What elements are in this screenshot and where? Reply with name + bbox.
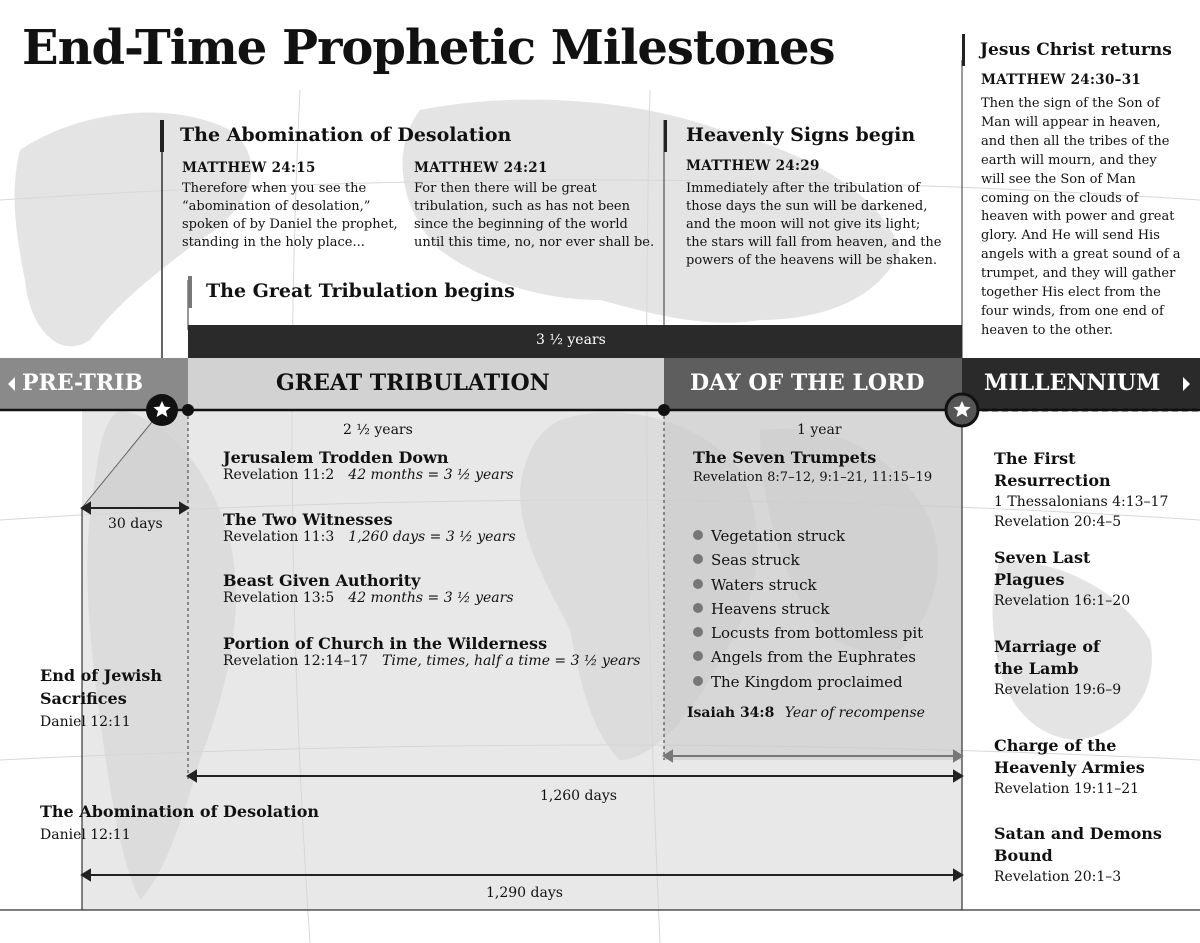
quote-line: heaven with power and great [981,209,1175,225]
item-title-line: The First [994,449,1076,468]
isaiah-note: Year of recompense [784,705,925,721]
trib-item-beast [223,571,514,606]
trib-item-note: Time, times, half a time = 3 ½ years [382,653,641,669]
trib-item-note: 42 months = 3 ½ years [348,467,514,483]
item-title-line: Sacrifices [40,689,127,708]
marker-bar-abomination [160,120,164,152]
quote-line: standing in the holy place... [182,235,365,250]
item-title-line: End of Jewish [40,666,162,685]
matthew-24-15-ref: MATTHEW 24:15 [182,160,316,176]
item-ref: Revelation 20:1–3 [994,869,1122,885]
trib-item-note: 42 months = 3 ½ years [348,590,514,606]
matthew-24-30-text [981,95,1181,341]
quote-line: trumpet, and they will gather [981,266,1176,282]
isaiah-ref-text: Isaiah 34:8 [687,705,775,721]
quote-line: glory. And He will send His [981,228,1160,244]
item-ref: Revelation 19:6–9 [994,682,1122,698]
trib-item-witnesses [223,510,516,545]
quote-line: together His elect from the [981,285,1161,301]
abomination-heading: The Abomination of Desolation [180,124,512,146]
end-of-sacrifices [40,664,162,730]
christ-returns-heading: Jesus Christ returns [980,40,1172,60]
trib-item-title: The Two Witnesses [223,510,393,529]
quote-line: Man will appear in heaven, [981,114,1161,130]
quote-line: will see the Son of Man [981,171,1136,187]
quote-line: and then all the tribes of the [981,133,1170,149]
day-of-lord-label: DAY OF THE LORD [690,370,925,396]
quote-line: and the moon will not give its light; [686,217,921,232]
quote-line: Immediately after the tribulation of [686,181,921,196]
trib-item-jerusalem [223,448,514,483]
quote-line: spoken of by Daniel the prophet, [182,217,398,232]
bullet-icon [693,627,703,637]
millennium-item-satan [994,823,1162,887]
abomination-daniel [40,802,319,843]
trib-item-ref: Revelation 12:14–17 [223,653,369,669]
matthew-24-29-text [686,180,942,270]
page-title: End-Time Prophetic Milestones [22,20,835,76]
item-title: The Abomination of Desolation [40,802,319,821]
two-half-years-label: 2 ½ years [343,422,413,438]
great-tribulation-label: GREAT TRIBULATION [276,370,550,396]
item-title-line: Satan and Demons [994,824,1162,843]
item-title-line: Marriage of [994,637,1100,656]
millennium-item-armies [994,735,1145,799]
quote-line: earth will mourn, and they [981,152,1157,168]
quote-line: For then there will be great [414,181,597,196]
matthew-24-29-ref: MATTHEW 24:29 [686,158,820,174]
millennium-item-resurrection [994,448,1168,532]
list-item: Locusts from bottomless pit [693,621,923,645]
heavenly-signs-heading: Heavenly Signs begin [686,124,916,146]
item-ref: 1 Thessalonians 4:13–17 [994,494,1169,510]
one-year-label: 1 year [797,422,842,438]
quote-line: coming on the clouds of [981,190,1139,206]
bullet-icon [693,603,703,613]
quote-line: heaven to the other. [981,322,1113,338]
list-item: Waters struck [693,573,923,597]
bullet-icon [693,676,703,686]
item-title-line: Plagues [994,570,1065,589]
days-1290-label: 1,290 days [486,885,563,901]
item-title-line: Charge of the [994,736,1117,755]
marker-bar-heavenly [664,120,667,152]
item-title-line: Seven Last [994,548,1091,567]
trib-item-note: 1,260 days = 3 ½ years [348,529,516,545]
quote-line: angels with a great sound of a [981,247,1181,263]
millennium-item-plagues [994,547,1130,611]
trib-item-ref: Revelation 11:2 [223,467,335,483]
trib-item-ref: Revelation 13:5 [223,590,335,606]
quote-line: four winds, from one end of [981,303,1164,319]
quote-line: “abomination of desolation,” [182,199,371,214]
quote-line: until this time, no, nor ever shall be. [414,235,655,250]
timeline-dot-dotl-start [658,404,670,416]
trib-item-title: Jerusalem Trodden Down [223,448,449,467]
quote-line: Therefore when you see the [182,181,367,196]
quote-line: since the beginning of the world [414,217,628,232]
days-1260-label: 1,260 days [540,788,617,804]
bullet-icon [693,530,703,540]
list-item: Angels from the Euphrates [693,645,923,669]
star-marker-christ-return [946,394,978,426]
trib-item-title: Portion of Church in the Wilderness [223,634,548,653]
item-title-line: Resurrection [994,471,1111,490]
three-half-years-label: 3 ½ years [536,332,606,348]
quote-line: those days the sun will be darkened, [686,199,928,214]
item-ref: Revelation 19:11–21 [994,781,1140,797]
quote-line: powers of the heavens will be shaken. [686,253,937,268]
trumpets-list [693,524,923,694]
item-ref: Daniel 12:11 [40,827,131,843]
millennium-item-marriage [994,636,1121,700]
isaiah-ref [687,705,925,721]
item-ref: Daniel 12:11 [40,714,131,730]
seven-trumpets-title: The Seven Trumpets [693,448,877,467]
millennium-label: MILLENNIUM [984,370,1161,396]
list-item: The Kingdom proclaimed [693,670,923,694]
matthew-24-30-ref: MATTHEW 24:30–31 [981,72,1142,88]
matthew-24-21-ref: MATTHEW 24:21 [414,160,548,176]
trib-item-ref: Revelation 11:3 [223,529,335,545]
quote-line: the stars will fall from heaven, and the [686,235,942,250]
quote-line: Then the sign of the Son of [981,96,1160,111]
star-marker-pre-trib [146,394,178,426]
bullet-icon [693,554,703,564]
thirty-days-label: 30 days [108,516,163,532]
marker-bar-christ [962,34,965,66]
matthew-24-21-text [414,180,654,252]
list-item: Vegetation struck [693,524,923,548]
matthew-24-15-text [182,180,398,252]
item-ref: Revelation 20:4–5 [994,514,1122,530]
item-title-line: the Lamb [994,659,1079,678]
item-title-line: Heavenly Armies [994,758,1145,777]
quote-line: tribulation, such as has not been [414,199,630,214]
item-title-line: Bound [994,846,1053,865]
timeline-dot-trib-start [182,404,194,416]
bullet-icon [693,579,703,589]
item-ref: Revelation 16:1–20 [994,593,1131,609]
bullet-icon [693,651,703,661]
trib-item-title: Beast Given Authority [223,571,421,590]
seven-trumpets-ref: Revelation 8:7–12, 9:1–21, 11:15–19 [693,470,933,485]
trib-item-wilderness [223,634,640,669]
pre-trib-label: PRE-TRIB [22,370,144,396]
list-item: Seas struck [693,548,923,572]
great-trib-begins-heading: The Great Tribulation begins [206,280,515,302]
marker-bar-great-trib [188,276,192,308]
list-item: Heavens struck [693,597,923,621]
